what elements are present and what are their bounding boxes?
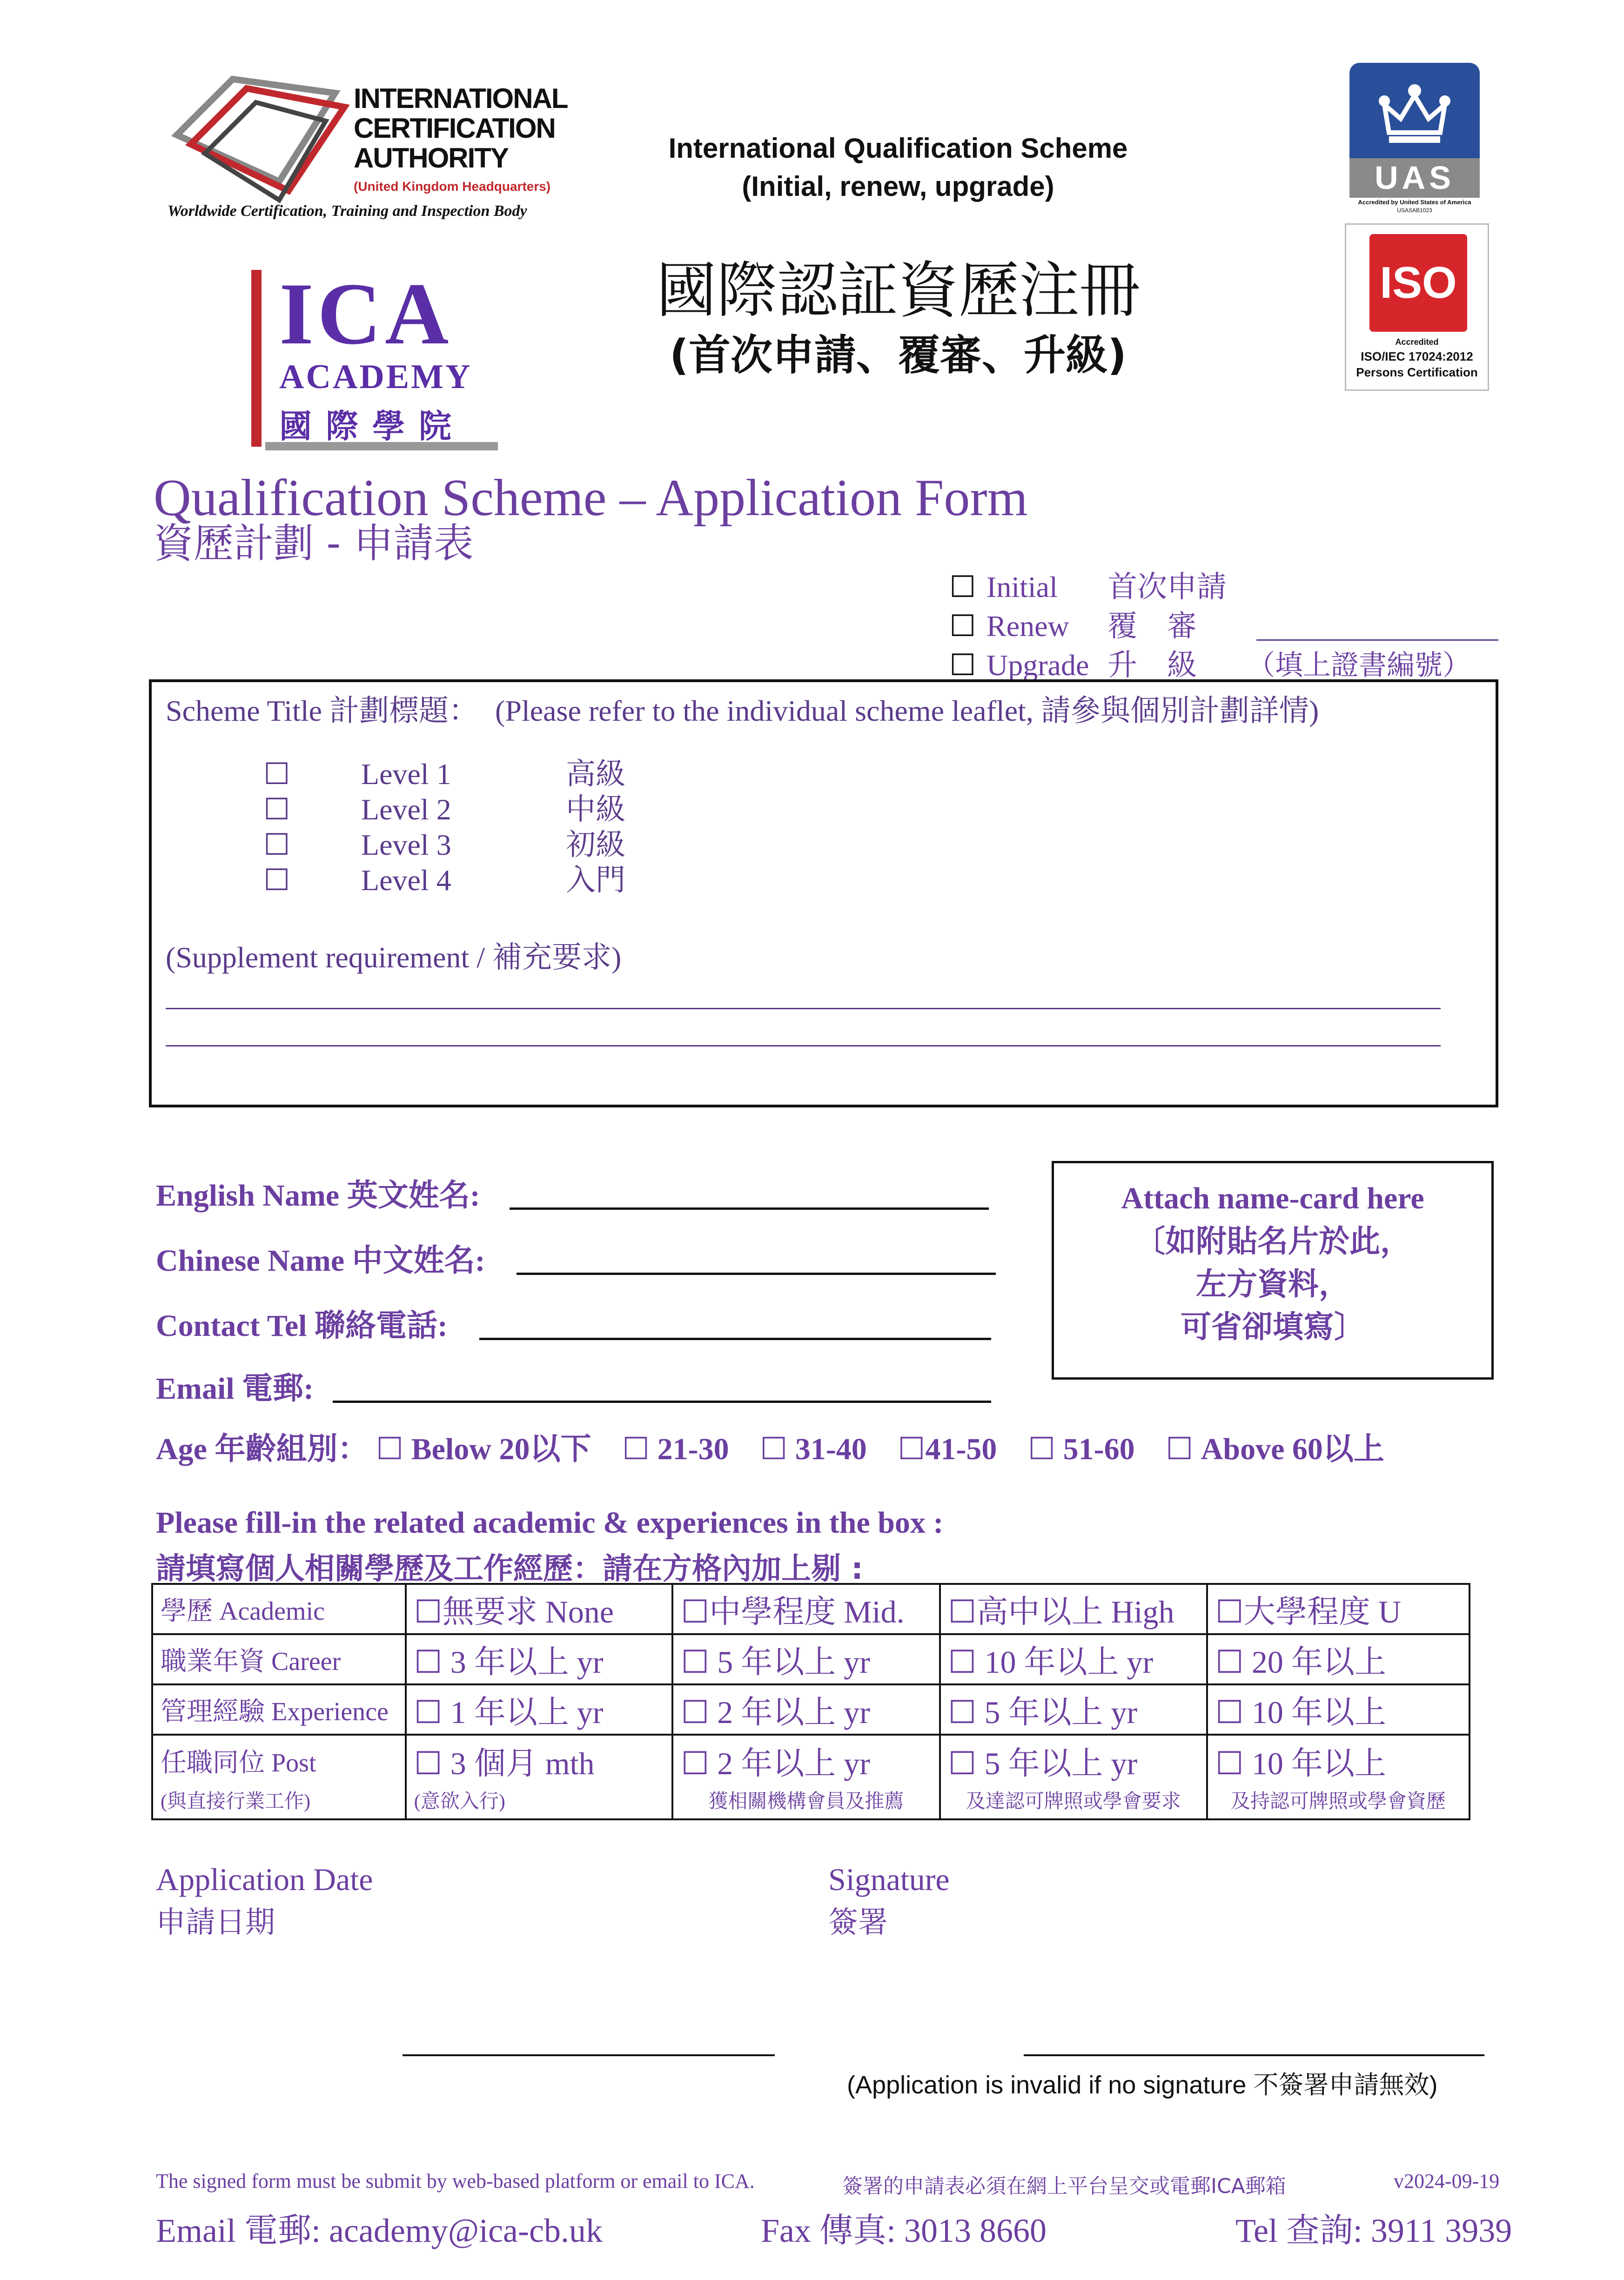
- checkbox-icon[interactable]: ☐: [949, 609, 976, 644]
- email-field[interactable]: [333, 1401, 991, 1403]
- table-cell-option[interactable]: ☐ 3 年以上 yr: [406, 1634, 673, 1684]
- table-row: 學歷 Academic ☐無要求 None ☐中學程度 Mid. ☐高中以上 High ☐大學程度 U: [152, 1584, 1470, 1634]
- scheme-title-hint: (Please refer to the individual scheme leaflet, 請參與個別計劃詳情): [495, 694, 1319, 727]
- table-cell-option[interactable]: ☐ 10 年以上 yr: [940, 1634, 1207, 1684]
- table-row: 職業年資 Career ☐ 3 年以上 yr ☐ 5 年以上 yr ☐ 10 年以上 yr ☐ 20 年以上: [152, 1634, 1470, 1684]
- table-cell-option[interactable]: ☐ 5 年以上 yr: [940, 1684, 1207, 1735]
- checkbox-icon[interactable]: ☐: [1166, 1431, 1194, 1467]
- header-subtitle-en: (Initial, renew, upgrade): [742, 171, 1054, 202]
- table-cell-option[interactable]: ☐ 2 年以上 yr: [672, 1735, 940, 1786]
- level-option[interactable]: ☐ Level 2 中級: [263, 792, 625, 827]
- table-cell-option[interactable]: ☐ 20 年以上: [1207, 1634, 1470, 1684]
- version: v2024-09-19: [1394, 2170, 1500, 2193]
- academy-red-bar: [251, 270, 262, 447]
- checkbox-icon[interactable]: ☐: [263, 757, 290, 791]
- checkbox-icon[interactable]: ☐: [949, 570, 976, 604]
- uas-badge: UAS Accredited by United States of America USASAB1023: [1349, 63, 1480, 207]
- footer-fax: Fax 傳真: 3013 8660: [761, 2212, 1047, 2249]
- checkbox-icon[interactable]: ☐: [760, 1431, 788, 1467]
- supplement-line-1[interactable]: [166, 1008, 1441, 1009]
- english-name-label: English Name 英文姓名:: [156, 1179, 480, 1213]
- table-cell-option[interactable]: ☐ 3 個月 mth: [406, 1735, 673, 1786]
- level-option[interactable]: ☐ Level 4 入門: [263, 863, 625, 898]
- header-title-cjk: 國際認証資歷注冊: [656, 255, 1140, 326]
- experience-instruction-cjk: 請填寫個人相關學歷及工作經歷：請在方格內加上剔 :: [156, 1552, 863, 1586]
- application-date-label: Application Date: [156, 1862, 373, 1897]
- checkbox-icon[interactable]: ☐: [1215, 1593, 1244, 1630]
- checkbox-icon[interactable]: ☐: [263, 792, 290, 827]
- level-list: [263, 757, 636, 898]
- chinese-name-label: Chinese Name 中文姓名:: [156, 1244, 485, 1278]
- table-cell-option[interactable]: ☐無要求 None: [406, 1584, 673, 1634]
- age-option[interactable]: ☐ Above 60以上: [1166, 1431, 1384, 1467]
- checkbox-icon[interactable]: ☐: [681, 1643, 710, 1681]
- form-title-cjk: 資歷計劃 - 申請表: [154, 520, 474, 567]
- table-cell-option[interactable]: ☐ 2 年以上 yr: [672, 1684, 940, 1735]
- table-cell-option[interactable]: ☐ 10 年以上: [1207, 1735, 1470, 1786]
- checkbox-icon[interactable]: ☐: [414, 1745, 443, 1782]
- email-label: Email 電郵:: [156, 1372, 314, 1406]
- application-type-upgrade[interactable]: ☐ Upgrade 升 級 （填上證書編號）: [949, 648, 1470, 683]
- contact-tel-field[interactable]: [479, 1338, 991, 1340]
- age-group: [156, 1424, 1384, 1468]
- checkbox-icon[interactable]: ☐: [681, 1745, 710, 1782]
- checkbox-icon[interactable]: ☐: [949, 648, 976, 683]
- checkbox-icon[interactable]: ☐: [414, 1593, 443, 1630]
- checkbox-icon[interactable]: ☐: [948, 1745, 977, 1782]
- crown-icon: [1349, 63, 1480, 158]
- checkbox-icon[interactable]: ☐: [263, 863, 290, 898]
- table-cell-option[interactable]: ☐ 10 年以上: [1207, 1684, 1470, 1735]
- checkbox-icon[interactable]: ☐: [1027, 1431, 1056, 1467]
- chinese-name-field[interactable]: [517, 1273, 996, 1275]
- signature-label-cjk: 簽署: [828, 1905, 888, 1940]
- experience-instruction-en: Please fill-in the related academic & experiences in the box :: [156, 1506, 944, 1540]
- age-option[interactable]: ☐41-50: [898, 1431, 997, 1467]
- table-cell-option[interactable]: ☐ 5 年以上 yr: [672, 1634, 940, 1684]
- iso-logo-icon: ISO: [1369, 234, 1467, 332]
- namecard-box[interactable]: Attach name-card here 〔如附貼名片於此， 左方資料， 可省卻填寫〕: [1052, 1161, 1494, 1380]
- application-type-initial[interactable]: ☐ Initial 首次申請: [949, 570, 1227, 604]
- checkbox-icon[interactable]: ☐: [898, 1431, 926, 1467]
- application-date-label-cjk: 申請日期: [156, 1905, 275, 1940]
- application-type-renew[interactable]: ☐ Renew 覆 審: [949, 607, 1508, 646]
- table-cell-option[interactable]: ☐大學程度 U: [1207, 1584, 1470, 1634]
- experience-table: [151, 1583, 1470, 1820]
- age-label: Age 年齡組別：: [156, 1432, 369, 1466]
- checkbox-icon[interactable]: ☐: [414, 1643, 443, 1681]
- scheme-title-box: [149, 679, 1498, 1107]
- table-row: 管理經驗 Experience ☐ 1 年以上 yr ☐ 2 年以上 yr ☐ 5 年以上 yr ☐ 10 年以上: [152, 1684, 1470, 1735]
- footer-note-en: The signed form must be submit by web-based platform or email to ICA.: [156, 2170, 755, 2193]
- header-title-en: International Qualification Scheme: [668, 133, 1128, 164]
- application-date-field[interactable]: [403, 2054, 775, 2056]
- checkbox-icon[interactable]: ☐: [681, 1593, 710, 1630]
- checkbox-icon[interactable]: ☐: [948, 1643, 977, 1681]
- supplement-label: (Supplement requirement / 補充要求): [166, 941, 622, 974]
- table-cell-option[interactable]: ☐ 1 年以上 yr: [406, 1684, 673, 1735]
- table-cell-option[interactable]: ☐中學程度 Mid.: [672, 1584, 940, 1634]
- application-type-group: [949, 568, 1508, 685]
- scheme-title-label: Scheme Title 計劃標題：: [166, 694, 479, 727]
- checkbox-icon[interactable]: ☐: [622, 1431, 650, 1467]
- contact-tel-label: Contact Tel 聯絡電話:: [156, 1309, 448, 1343]
- age-option[interactable]: ☐ 21-30: [622, 1431, 729, 1467]
- ica-academy-logo: ICA ACADEMY 國際學院: [251, 270, 503, 451]
- checkbox-icon[interactable]: ☐: [948, 1593, 977, 1630]
- checkbox-icon[interactable]: ☐: [681, 1694, 710, 1731]
- table-row: 任職同位 Post ☐ 3 個月 mth ☐ 2 年以上 yr ☐ 5 年以上 yr ☐ 10 年以上: [152, 1735, 1470, 1786]
- table-cell-option[interactable]: ☐ 5 年以上 yr: [940, 1735, 1207, 1786]
- cert-number-field[interactable]: [1256, 639, 1498, 641]
- age-option[interactable]: ☐ 51-60: [1027, 1431, 1135, 1467]
- footer-note-cjk: 簽署的申請表必須在網上平台呈交或電郵ICA郵箱: [842, 2174, 1286, 2198]
- level-option[interactable]: ☐ Level 1 高級: [263, 757, 625, 791]
- checkbox-icon[interactable]: ☐: [263, 828, 290, 862]
- signature-label: Signature: [828, 1862, 950, 1897]
- table-cell-option[interactable]: ☐高中以上 High: [940, 1584, 1207, 1634]
- footer-tel: Tel 查詢: 3911 3939: [1235, 2212, 1512, 2249]
- invalid-note: (Application is invalid if no signature 不簽署申請無效): [847, 2071, 1438, 2099]
- iso-badge: ISO Accredited ISO/IEC 17024:2012 Persons Certification: [1345, 223, 1489, 391]
- ica-emblem-icon: [158, 65, 354, 214]
- english-name-field[interactable]: [510, 1207, 989, 1210]
- age-option[interactable]: ☐ 31-40: [760, 1431, 867, 1467]
- signature-field[interactable]: [1024, 2054, 1484, 2056]
- footer-email[interactable]: Email 電郵: academy@ica-cb.uk: [156, 2212, 603, 2249]
- checkbox-icon[interactable]: ☐: [414, 1694, 443, 1731]
- checkbox-icon[interactable]: ☐: [948, 1694, 977, 1731]
- checkbox-icon[interactable]: ☐: [376, 1431, 404, 1467]
- checkbox-icon[interactable]: ☐: [1215, 1745, 1244, 1782]
- table-row-notes: (與直接行業工作) (意欲入行) 獲相關機構會員及推薦 及達認可牌照或學會要求 及持認可牌照或學會資歷: [152, 1786, 1470, 1819]
- level-option[interactable]: ☐ Level 3 初級: [263, 828, 625, 862]
- checkbox-icon[interactable]: ☐: [1215, 1643, 1244, 1681]
- form-title: Qualification Scheme – Application Form: [154, 469, 1028, 527]
- ica-logo: INTERNATIONAL CERTIFICATION AUTHORITY (United Kingdom Headquarters) Worldwide Certification, Training and Inspection Body: [158, 65, 605, 228]
- checkbox-icon[interactable]: ☐: [1215, 1694, 1244, 1731]
- supplement-line-2[interactable]: [166, 1045, 1441, 1046]
- age-option[interactable]: ☐ Below 20以下: [376, 1431, 591, 1467]
- header-subtitle-cjk: (首次申請、覆審、升級): [669, 331, 1127, 380]
